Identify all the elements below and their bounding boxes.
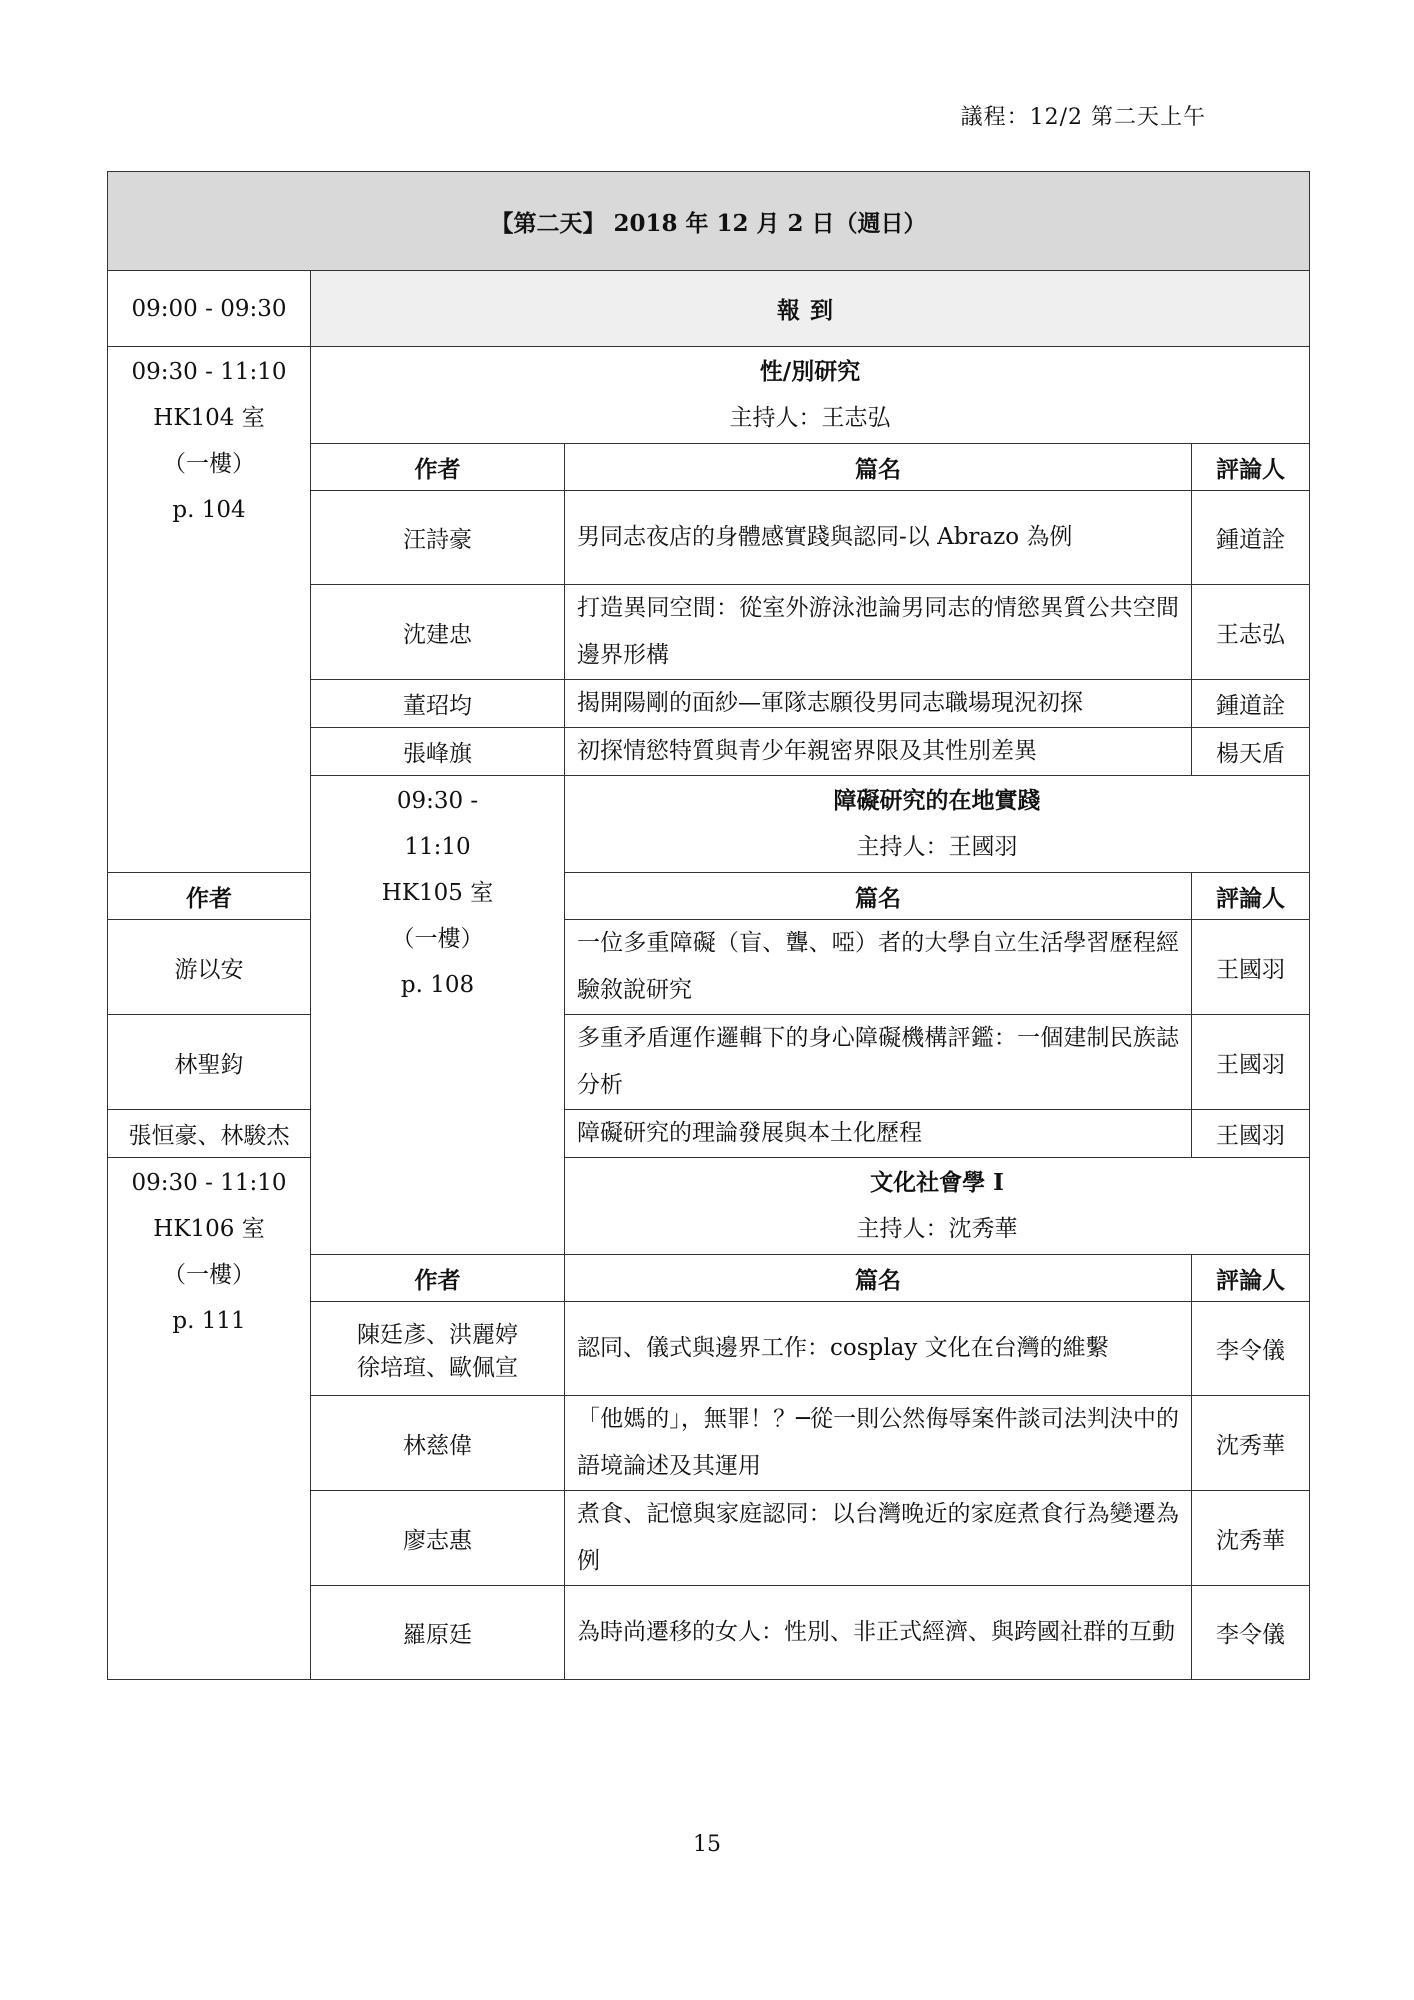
paper-authors [311, 1396, 565, 1491]
session-time-room [108, 1158, 311, 1680]
paper-reviewer: 沈秀華 [1192, 1396, 1310, 1491]
paper-authors [311, 1586, 565, 1680]
author-line: 董玿均 [403, 693, 472, 719]
session-time-line: （一樓） [163, 1262, 255, 1288]
paper-title: 初探情慾特質與青少年親密界限及其性別差異 [565, 728, 1192, 776]
paper-reviewer: 沈秀華 [1192, 1491, 1310, 1586]
paper-row [108, 1015, 1310, 1110]
session-time-line: HK106 室 [153, 1216, 265, 1242]
paper-title: 「他媽的」，無罪！？─從一則公然侮辱案件談司法判決中的語境論述及其運用 [565, 1396, 1192, 1491]
author-line: 游以安 [174, 956, 244, 983]
session-header-row [108, 1158, 1310, 1255]
paper-title: 認同、儀式與邊界工作：cosplay 文化在台灣的維繫 [565, 1302, 1192, 1396]
paper-authors [311, 491, 565, 585]
session-heading [565, 776, 1310, 873]
author-line: 徐培瑄、歐佩宣 [357, 1354, 518, 1381]
paper-authors [108, 920, 311, 1015]
paper-reviewer: 李令儀 [1192, 1302, 1310, 1396]
author-line: 廖志惠 [403, 1527, 472, 1554]
paper-authors [311, 1302, 565, 1396]
session-time-room [311, 776, 565, 1255]
paper-authors [311, 728, 565, 776]
checkin-time: 09:00 - 09:30 [108, 271, 311, 347]
column-author-header: 作者 [311, 1255, 565, 1302]
author-line: 張峰旗 [403, 741, 472, 767]
session-time-line: HK104 室 [153, 405, 265, 431]
session-time-room [108, 347, 311, 873]
paper-authors [311, 1491, 565, 1586]
paper-row [108, 920, 1310, 1015]
session-chair: 主持人：王志弘 [729, 405, 891, 431]
author-line: 沈建忠 [403, 621, 472, 648]
paper-title: 男同志夜店的身體感實踐與認同-以 Abrazo 為例 [565, 491, 1192, 585]
session-time-line: p. 104 [172, 497, 246, 523]
paper-title: 多重矛盾運作邏輯下的身心障礙機構評鑑：一個建制民族誌分析 [565, 1015, 1192, 1110]
column-author-header: 作者 [108, 873, 311, 920]
session-header-row [108, 347, 1310, 444]
session-time-line: p. 111 [172, 1308, 246, 1334]
day-title: 【第二天】 2018 年 12 月 2 日（週日） [108, 172, 1310, 271]
paper-reviewer: 王志弘 [1192, 585, 1310, 680]
paper-reviewer: 鍾道詮 [1192, 491, 1310, 585]
session-title: 性/別研究 [759, 358, 861, 385]
paper-reviewer: 王國羽 [1192, 1110, 1310, 1158]
session-chair: 主持人：沈秀華 [856, 1216, 1018, 1242]
column-title-header: 篇名 [565, 873, 1192, 920]
session-heading [311, 347, 1310, 444]
paper-reviewer: 鍾道詮 [1192, 680, 1310, 728]
author-line: 汪詩豪 [403, 527, 472, 553]
agenda-table [107, 171, 1310, 1680]
checkin-label: 報到 [311, 271, 1310, 347]
paper-title: 一位多重障礙（盲、聾、啞）者的大學自立生活學習歷程經驗敘說研究 [565, 920, 1192, 1015]
author-line: 張恒豪、林駿杰 [128, 1123, 290, 1149]
paper-reviewer: 王國羽 [1192, 1015, 1310, 1110]
session-time-line: （一樓） [163, 451, 255, 477]
paper-reviewer: 李令儀 [1192, 1586, 1310, 1680]
session-chair: 主持人：王國羽 [856, 834, 1018, 860]
author-line: 林聖鈞 [174, 1051, 244, 1078]
day-title-row [108, 172, 1310, 271]
header-note: 議程：12/2 第二天上午 [960, 105, 1206, 130]
page-number: 15 [693, 1832, 721, 1857]
column-reviewer-header: 評論人 [1192, 873, 1310, 920]
column-title-header: 篇名 [565, 1255, 1192, 1302]
session-time-line: HK105 室 [381, 880, 494, 906]
session-time-line: 09:30 - 11:10 [131, 1170, 287, 1196]
paper-reviewer: 王國羽 [1192, 920, 1310, 1015]
column-author-header: 作者 [311, 444, 565, 491]
paper-reviewer: 楊天盾 [1192, 728, 1310, 776]
paper-authors [311, 585, 565, 680]
paper-authors [108, 1110, 311, 1158]
paper-authors [108, 1015, 311, 1110]
column-header-row [108, 873, 1310, 920]
session-heading [565, 1158, 1310, 1255]
paper-title: 揭開陽剛的面紗—軍隊志願役男同志職場現況初探 [565, 680, 1192, 728]
session-time-line: 09:30 - [396, 788, 479, 814]
paper-title: 障礙研究的理論發展與本土化歷程 [565, 1110, 1192, 1158]
paper-title: 為時尚遷移的女人：性別、非正式經濟、與跨國社群的互動 [565, 1586, 1192, 1680]
session-time-line: 09:30 - 11:10 [131, 359, 287, 385]
paper-title: 打造異同空間：從室外游泳池論男同志的情慾異質公共空間邊界形構 [565, 585, 1192, 680]
author-line: 陳廷彥、洪麗婷 [357, 1321, 518, 1348]
session-time-line: 11:10 [404, 834, 471, 860]
checkin-row [108, 271, 1310, 347]
paper-row [108, 1110, 1310, 1158]
session-time-line: （一樓） [391, 926, 484, 952]
session-time-line: p. 108 [400, 972, 475, 998]
session-title: 文化社會學 I [870, 1169, 1004, 1196]
paper-authors [311, 680, 565, 728]
author-line: 羅原廷 [403, 1622, 472, 1648]
paper-title: 煮食、記憶與家庭認同：以台灣晚近的家庭煮食行為變遷為例 [565, 1491, 1192, 1586]
column-title-header: 篇名 [565, 444, 1192, 491]
column-reviewer-header: 評論人 [1192, 1255, 1310, 1302]
session-title: 障礙研究的在地實踐 [833, 787, 1041, 814]
author-line: 林慈偉 [403, 1432, 472, 1459]
column-reviewer-header: 評論人 [1192, 444, 1310, 491]
